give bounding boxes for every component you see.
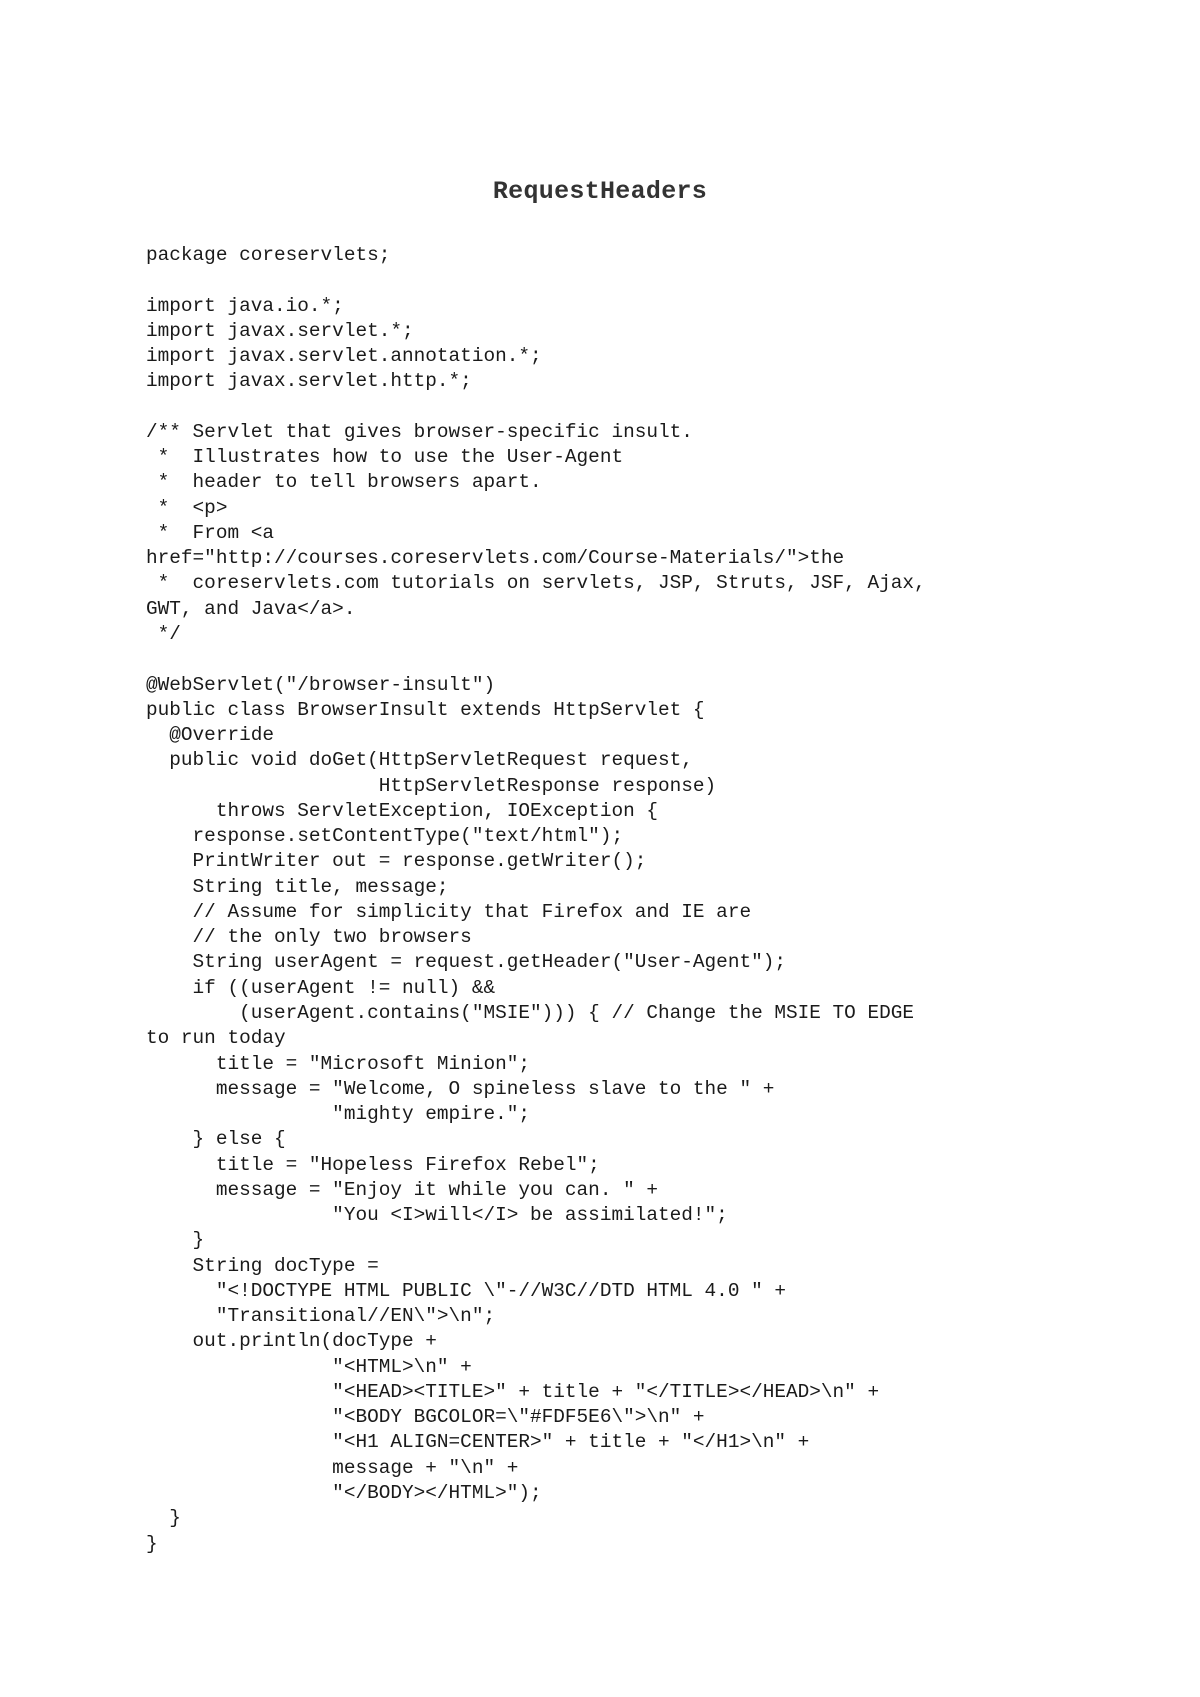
- code-line: // Assume for simplicity that Firefox and IE are: [146, 900, 752, 923]
- code-line: GWT, and Java</a>.: [146, 597, 356, 620]
- code-line: [146, 647, 1146, 672]
- code-line: String title, message;: [146, 875, 449, 898]
- code-line: String userAgent = request.getHeader("User-Agent");: [146, 951, 786, 974]
- code-line: // the only two browsers: [146, 926, 472, 949]
- code-line: package coreservlets;: [146, 244, 391, 266]
- code-line: * Illustrates how to use the User-Agent: [146, 446, 624, 469]
- code-line: import javax.servlet.annotation.*;: [146, 345, 542, 368]
- code-line: import javax.servlet.http.*;: [146, 370, 472, 393]
- code-line: @WebServlet("/browser-insult"): [146, 673, 496, 696]
- code-line: "You <I>will</I> be assimilated!";: [146, 1204, 728, 1227]
- page-title: RequestHeaders: [492, 177, 708, 206]
- code-line: * <p>: [146, 496, 228, 519]
- code-line: "</BODY></HTML>");: [146, 1482, 542, 1505]
- code-line: * coreservlets.com tutorials on servlets, JSP, Struts, JSF, Ajax,: [146, 572, 926, 595]
- code-line: /** Servlet that gives browser-specific insult.: [146, 420, 693, 443]
- code-line: * From <a: [146, 521, 274, 544]
- code-line: public class BrowserInsult extends HttpServlet {: [146, 698, 705, 721]
- code-line: "<HTML>\n" +: [146, 1355, 472, 1378]
- code-line: "<HEAD><TITLE>" + title + "</TITLE></HEAD>\n" +: [146, 1380, 880, 1403]
- code-line: import java.io.*;: [146, 294, 344, 317]
- code-block: [146, 243, 1146, 1557]
- code-line: } else {: [146, 1128, 286, 1151]
- code-line: public void doGet(HttpServletRequest request,: [146, 749, 693, 772]
- code-line: title = "Hopeless Firefox Rebel";: [146, 1153, 600, 1176]
- code-line: HttpServletResponse response): [146, 774, 717, 797]
- code-line: title = "Microsoft Minion";: [146, 1052, 530, 1075]
- code-line: "mighty empire.";: [146, 1103, 530, 1126]
- code-line: @Override: [146, 724, 274, 747]
- code-line: "<BODY BGCOLOR=\"#FDF5E6\">\n" +: [146, 1406, 705, 1429]
- code-line: message = "Enjoy it while you can. " +: [146, 1178, 658, 1201]
- code-line: }: [146, 1229, 205, 1252]
- code-line: "<!DOCTYPE HTML PUBLIC \"-//W3C//DTD HTML 4.0 " +: [146, 1279, 786, 1302]
- code-line: "<H1 ALIGN=CENTER>" + title + "</H1>\n" +: [146, 1431, 810, 1454]
- code-line: "Transitional//EN\">\n";: [146, 1305, 496, 1328]
- code-line: (userAgent.contains("MSIE"))) { // Change the MSIE TO EDGE: [146, 1001, 914, 1024]
- code-line: }: [146, 1507, 181, 1530]
- code-line: [146, 395, 1146, 420]
- code-line: href="http://courses.coreservlets.com/Course-Materials/">the: [146, 547, 845, 570]
- code-line: [146, 268, 1146, 293]
- code-line: to run today: [146, 1027, 286, 1050]
- code-line: throws ServletException, IOException {: [146, 799, 658, 822]
- code-line: message = "Welcome, O spineless slave to the " +: [146, 1077, 775, 1100]
- code-line: import javax.servlet.*;: [146, 319, 414, 342]
- code-line: out.println(docType +: [146, 1330, 437, 1353]
- code-line: }: [146, 1532, 158, 1555]
- code-line: PrintWriter out = response.getWriter();: [146, 850, 647, 873]
- code-line: * header to tell browsers apart.: [146, 471, 542, 494]
- code-line: */: [146, 622, 181, 645]
- code-line: String docType =: [146, 1254, 379, 1277]
- code-line: message + "\n" +: [146, 1456, 519, 1479]
- code-line: response.setContentType("text/html");: [146, 825, 624, 848]
- code-line: if ((userAgent != null) &&: [146, 976, 496, 999]
